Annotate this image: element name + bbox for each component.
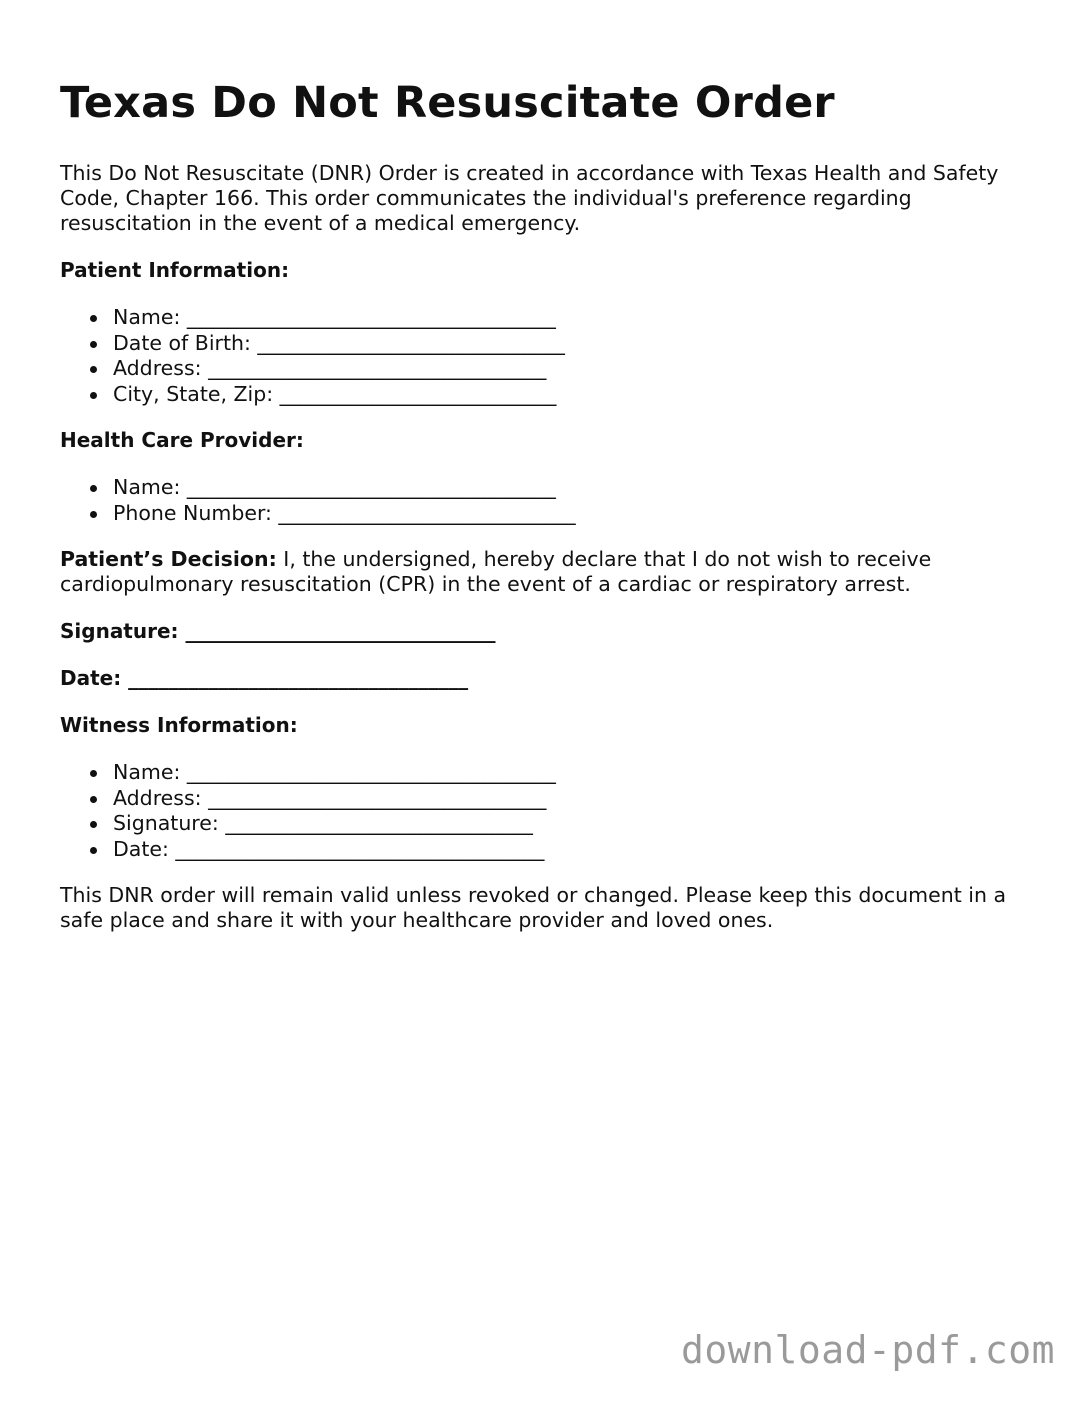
witness-signature-field: Signature: ______________________________ <box>113 811 1040 837</box>
health-care-provider-heading: Health Care Provider: <box>60 428 304 452</box>
patient-information-heading: Patient Information: <box>60 258 290 282</box>
health-care-provider-list <box>60 475 1040 526</box>
date-line <box>60 666 1040 691</box>
witness-name-field: Name: ____________________________________ <box>113 760 1040 786</box>
signature-line <box>60 619 1040 644</box>
patient-decision-text: I, the undersigned, hereby declare that I do not wish to receive cardiopulmonary resuscitation (CPR) in the event of a cardiac or respiratory arrest. <box>60 547 932 596</box>
patient-dob-field: Date of Birth: ______________________________ <box>113 331 1040 357</box>
patient-address-field: Address: _________________________________ <box>113 356 1040 382</box>
watermark: download-pdf.com <box>680 1328 1055 1372</box>
witness-address-field: Address: _________________________________ <box>113 786 1040 812</box>
document-title: Texas Do Not Resuscitate Order <box>60 78 835 128</box>
document-page <box>60 78 1040 933</box>
witness-date-field: Date: ____________________________________ <box>113 837 1040 863</box>
patient-information-list <box>60 305 1040 407</box>
provider-name-field: Name: ____________________________________ <box>113 475 1040 501</box>
patient-decision-paragraph <box>60 547 1040 597</box>
witness-information-heading: Witness Information: <box>60 713 298 737</box>
patient-name-field: Name: ____________________________________ <box>113 305 1040 331</box>
patient-decision-label: Patient’s Decision: <box>60 547 277 571</box>
patient-city-state-zip-field: City, State, Zip: ___________________________ <box>113 382 1040 408</box>
witness-information-list <box>60 760 1040 862</box>
signature-line-text: Signature: _______________________________ <box>60 619 496 643</box>
date-line-text: Date: __________________________________ <box>60 666 469 690</box>
intro-paragraph: This Do Not Resuscitate (DNR) Order is created in accordance with Texas Health and Safety Code, Chapter 166. This order communicates the individual's preference regarding resuscitation in the event of a medical emergency. <box>60 161 999 235</box>
closing-paragraph: This DNR order will remain valid unless revoked or changed. Please keep this document in a safe place and share it with your healthcare provider and loved ones. <box>60 883 1007 932</box>
provider-phone-field: Phone Number: _____________________________ <box>113 501 1040 527</box>
